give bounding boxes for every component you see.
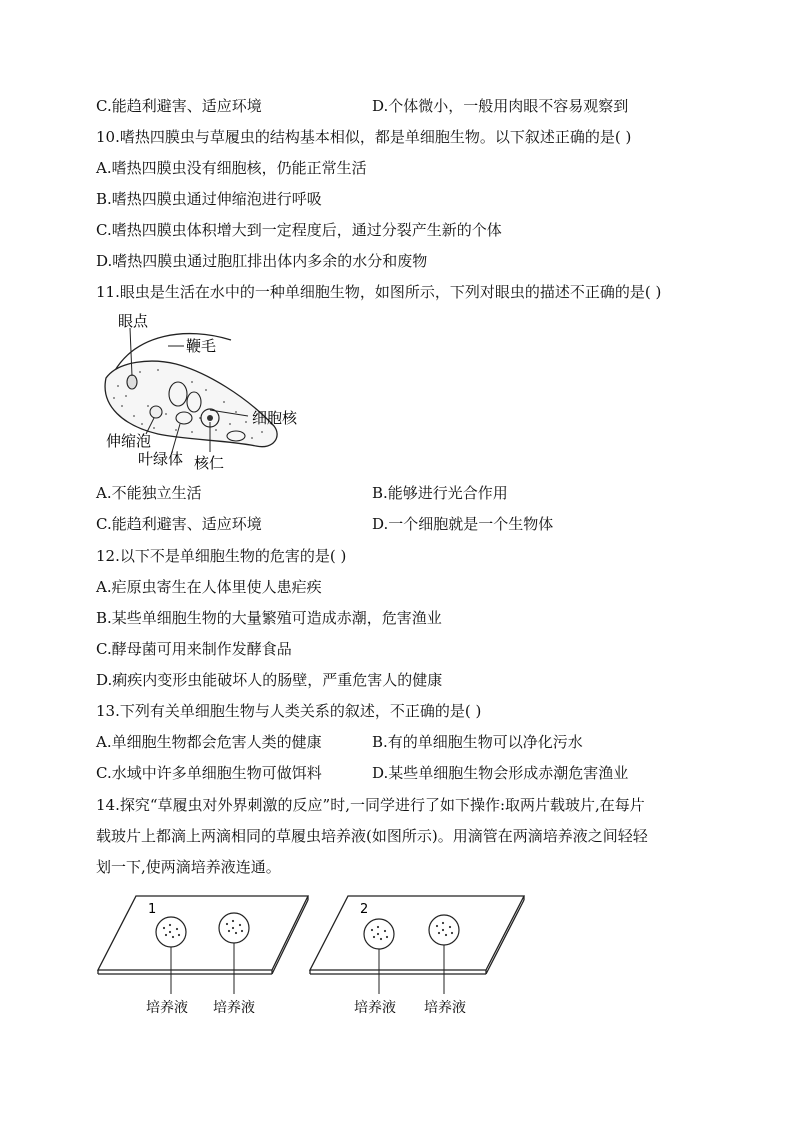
q9-option-d: D.个体微小，一般用肉眼不容易观察到 bbox=[372, 97, 629, 115]
label-chloroplast: 叶绿体 bbox=[138, 450, 184, 468]
label-nucleolus: 核仁 bbox=[194, 454, 225, 472]
q12-option-a: A.疟原虫寄生在人体里使人患疟疾 bbox=[96, 578, 322, 596]
q12-option-b: B.某些单细胞生物的大量繁殖可造成赤潮，危害渔业 bbox=[96, 609, 442, 627]
q13-option-d: D.某些单细胞生物会形成赤潮危害渔业 bbox=[372, 764, 629, 782]
nucleolus bbox=[207, 415, 213, 421]
slide-1-label-left: 培养液 bbox=[146, 1000, 188, 1016]
q10-option-a: A.嗜热四膜虫没有细胞核，仍能正常生活 bbox=[96, 159, 367, 177]
contractile-vacuole bbox=[150, 406, 162, 418]
q11-option-c: C.能趋利避害、适应环境 bbox=[96, 515, 262, 533]
q11-option-d: D.一个细胞就是一个生物体 bbox=[372, 515, 554, 533]
euglena-diagram bbox=[96, 306, 311, 478]
q14-line-3: 划一下,使两滴培养液连通。 bbox=[96, 858, 281, 876]
q13-stem: 13.下列有关单细胞生物与人类关系的叙述，不正确的是( ) bbox=[96, 702, 482, 720]
q14-line-2: 载玻片上都滴上两滴相同的草履虫培养液(如图所示)。用滴管在两滴培养液之间轻轻 bbox=[96, 827, 648, 845]
slide-1 bbox=[98, 896, 308, 970]
slide-2-label-right: 培养液 bbox=[424, 1000, 466, 1016]
slide-2-label-left: 培养液 bbox=[354, 1000, 396, 1016]
q12-option-d: D.痢疾内变形虫能破坏人的肠壁，严重危害人的健康 bbox=[96, 671, 443, 689]
eyespot bbox=[127, 375, 137, 389]
label-eyespot: 眼点 bbox=[118, 312, 149, 330]
q14-line-1: 14.探究“草履虫对外界刺激的反应”时,一同学进行了如下操作:取两片载玻片,在每片 bbox=[96, 796, 645, 814]
q10-option-c: C.嗜热四膜虫体积增大到一定程度后，通过分裂产生新的个体 bbox=[96, 221, 502, 239]
label-contractile-vacuole: 伸缩泡 bbox=[106, 432, 152, 450]
q10-option-d: D.嗜热四膜虫通过胞肛排出体内多余的水分和废物 bbox=[96, 252, 428, 270]
q10-option-b: B.嗜热四膜虫通过伸缩泡进行呼吸 bbox=[96, 190, 322, 208]
q13-option-a: A.单细胞生物都会危害人类的健康 bbox=[96, 733, 322, 751]
label-nucleus: 细胞核 bbox=[252, 409, 298, 427]
slide-2 bbox=[310, 896, 524, 970]
slides-diagram bbox=[96, 892, 536, 1020]
slide-1-number: 1 bbox=[148, 902, 157, 917]
q12-stem: 12.以下不是单细胞生物的危害的是( ) bbox=[96, 547, 347, 565]
q11-option-b: B.能够进行光合作用 bbox=[372, 484, 508, 502]
q13-option-c: C.水域中许多单细胞生物可做饵料 bbox=[96, 764, 322, 782]
q10-stem: 10.嗜热四膜虫与草履虫的结构基本相似，都是单细胞生物。以下叙述正确的是( ) bbox=[96, 128, 632, 146]
q11-option-a: A.不能独立生活 bbox=[96, 484, 202, 502]
q11-stem: 11.眼虫是生活在水中的一种单细胞生物，如图所示，下列对眼虫的描述不正确的是( ) bbox=[96, 283, 662, 301]
slide-2-number: 2 bbox=[360, 902, 369, 917]
q12-option-c: C.酵母菌可用来制作发酵食品 bbox=[96, 640, 292, 658]
q13-option-b: B.有的单细胞生物可以净化污水 bbox=[372, 733, 583, 751]
label-flagellum: 鞭毛 bbox=[186, 337, 217, 355]
q9-option-c: C.能趋利避害、适应环境 bbox=[96, 97, 262, 115]
slide-1-label-right: 培养液 bbox=[213, 1000, 255, 1016]
